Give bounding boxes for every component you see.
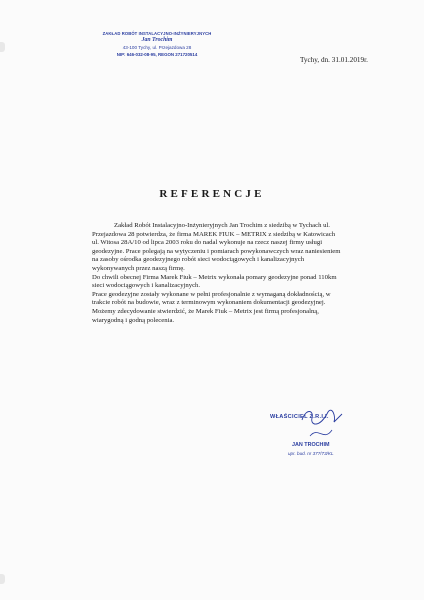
paragraph-2: Do chwili obecnej Firma Marek Fiuk – Metrix wykonała pomary geodezyjne ponad 110km sieci wodociągowych i kanalizacyjnych. <box>92 273 337 290</box>
stamp-company: ZAKŁAD ROBÓT INSTALACYJNO-INŻYNIERYJNYCH <box>102 31 212 36</box>
binder-hole <box>0 42 5 52</box>
paragraph-1: Zakład Robót Instalacyjno-Inżynieryjnych Jan Trochim z siedzibą w Tychach ul. Przejazdowa 28 potwierdza, że firma MAREK FIUK – METRIX z siedzibą w Katowicach ul. Witosa 28A/10 od lipca 2003 roku do nadal wykonuje na rzecz naszej firmy usługi geodezyjne. Prace polegają na wytyczeniu i pomiarach powykonawczych wraz naniesieniem na zasoby ośrodka geodezyjnego robót sieci wodociągowych i kanalizacyjnych wykonywanych przez naszą firmę. <box>92 222 341 272</box>
stamp-owner: Jan Trochim <box>141 37 173 43</box>
document-title: REFERENCJE <box>159 188 265 200</box>
company-stamp <box>92 30 222 58</box>
letter-date: Tychy, dn. 31.01.2019r. <box>300 56 368 64</box>
signature-license: upr. bud. nr 377/73/KL <box>288 451 334 456</box>
stamp-ids: NIP: 646-032-08-95, REGON 271720514 <box>116 52 198 57</box>
paragraph-4: Możemy zdecydowanie stwierdzić, że Marek Fiuk – Metrix jest firmą profesjonalną, wiarygodną i godną polecenia. <box>92 307 319 324</box>
signature-role: WŁAŚCICIEL Z.R.I.I. <box>270 414 329 420</box>
signature-name: JAN TROCHIM <box>292 442 330 448</box>
binder-hole <box>0 574 5 584</box>
paragraph-3: Prace geodezyjne zostały wykonane w pełni profesjonalnie z wymaganą dokładnością, w trakcie robót na budowie, wraz z terminowym wykonaniem dokumentacji geodezyjnej. <box>92 290 331 307</box>
letter-body <box>92 222 342 325</box>
stamp-address: 43-100 Tychy, ul. Przejazdowa 28 <box>122 45 192 50</box>
